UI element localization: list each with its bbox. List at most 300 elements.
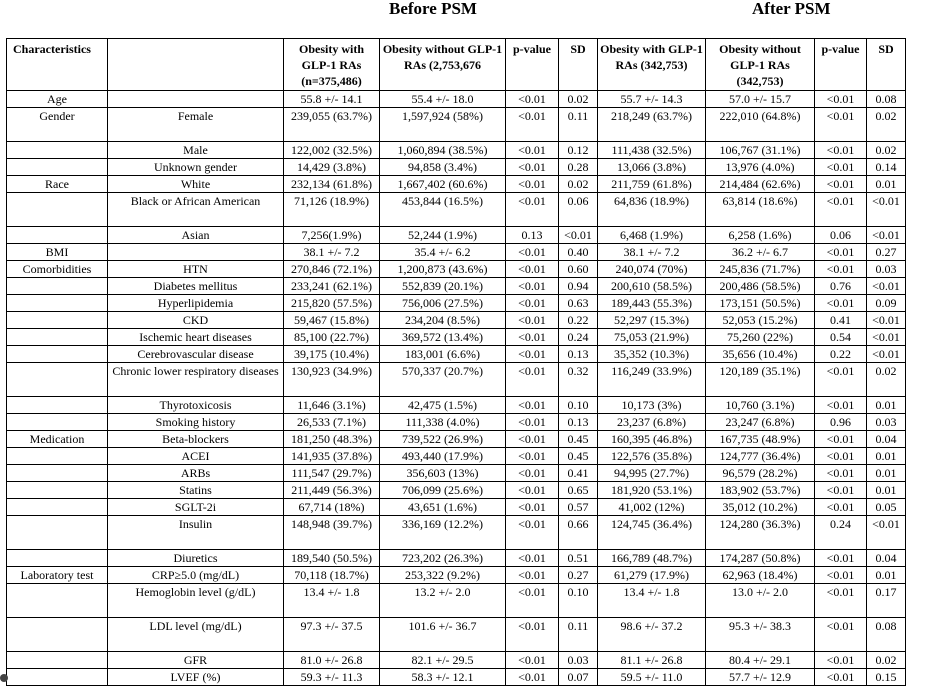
table-row (7, 244, 906, 261)
column-header: SD (867, 39, 906, 91)
cell-subcategory: LVEF (%) (108, 669, 284, 686)
cell-subcategory: Diuretics (108, 550, 284, 567)
cell-subcategory: White (108, 176, 284, 193)
cell-b-p: <0.01 (506, 618, 559, 652)
cell-b-with: 130,923 (34.9%) (284, 363, 380, 397)
cell-a-with: 35,352 (10.3%) (598, 346, 706, 363)
cell-category (7, 193, 108, 227)
cell-a-without: 124,777 (36.4%) (706, 448, 815, 465)
cell-a-sd: <0.01 (867, 329, 906, 346)
cell-b-with: 26,533 (7.1%) (284, 414, 380, 431)
cell-b-with: 67,714 (18%) (284, 499, 380, 516)
cell-b-p: <0.01 (506, 244, 559, 261)
cell-a-with: 181,920 (53.1%) (598, 482, 706, 499)
cell-a-p: 0.54 (815, 329, 867, 346)
cell-a-sd: 0.01 (867, 567, 906, 584)
cell-a-with: 61,279 (17.9%) (598, 567, 706, 584)
cell-b-with: 97.3 +/- 37.5 (284, 618, 380, 652)
cell-subcategory: Asian (108, 227, 284, 244)
cell-category: Medication (7, 431, 108, 448)
cell-b-p: <0.01 (506, 584, 559, 618)
cell-a-without: 95.3 +/- 38.3 (706, 618, 815, 652)
cell-a-with: 55.7 +/- 14.3 (598, 91, 706, 108)
cell-a-p: 0.24 (815, 516, 867, 550)
table-row (7, 618, 906, 652)
table-row (7, 397, 906, 414)
cell-category (7, 227, 108, 244)
cell-a-sd: 0.08 (867, 618, 906, 652)
table-row (7, 584, 906, 618)
cell-category: Gender (7, 108, 108, 142)
cell-b-without: 111,338 (4.0%) (380, 414, 506, 431)
cell-a-p: <0.01 (815, 193, 867, 227)
cell-a-without: 167,735 (48.9%) (706, 431, 815, 448)
cell-b-without: 1,060,894 (38.5%) (380, 142, 506, 159)
cell-b-sd: 0.66 (559, 516, 598, 550)
cell-b-with: 71,126 (18.9%) (284, 193, 380, 227)
cell-a-with: 23,237 (6.8%) (598, 414, 706, 431)
cell-b-with: 270,846 (72.1%) (284, 261, 380, 278)
cell-category (7, 499, 108, 516)
cell-b-sd: 0.12 (559, 142, 598, 159)
cell-b-sd: 0.27 (559, 567, 598, 584)
cell-subcategory: Beta-blockers (108, 431, 284, 448)
cell-subcategory: ACEI (108, 448, 284, 465)
cell-b-with: 233,241 (62.1%) (284, 278, 380, 295)
cell-category (7, 329, 108, 346)
cell-subcategory: CKD (108, 312, 284, 329)
cell-subcategory: Cerebrovascular disease (108, 346, 284, 363)
cell-subcategory: GFR (108, 652, 284, 669)
cell-b-sd: 0.02 (559, 176, 598, 193)
cell-b-without: 183,001 (6.6%) (380, 346, 506, 363)
cell-a-without: 120,189 (35.1%) (706, 363, 815, 397)
cell-b-with: 38.1 +/- 7.2 (284, 244, 380, 261)
cell-b-p: <0.01 (506, 397, 559, 414)
cell-b-without: 35.4 +/- 6.2 (380, 244, 506, 261)
cell-a-without: 124,280 (36.3%) (706, 516, 815, 550)
table-row (7, 465, 906, 482)
cell-a-with: 211,759 (61.8%) (598, 176, 706, 193)
cell-a-p: 0.22 (815, 346, 867, 363)
cell-b-sd: 0.03 (559, 652, 598, 669)
table-row (7, 295, 906, 312)
cell-b-sd: 0.94 (559, 278, 598, 295)
cell-b-with: 81.0 +/- 26.8 (284, 652, 380, 669)
cell-a-p: 0.96 (815, 414, 867, 431)
cell-b-sd: 0.57 (559, 499, 598, 516)
cell-a-p: 0.06 (815, 227, 867, 244)
cell-a-p: <0.01 (815, 550, 867, 567)
cell-a-without: 214,484 (62.6%) (706, 176, 815, 193)
table-row (7, 363, 906, 397)
cell-a-without: 80.4 +/- 29.1 (706, 652, 815, 669)
cell-subcategory: LDL level (mg/dL) (108, 618, 284, 652)
cell-b-p: <0.01 (506, 295, 559, 312)
before-psm-heading: Before PSM (389, 0, 477, 18)
cell-subcategory: CRP≥5.0 (mg/dL) (108, 567, 284, 584)
cell-a-sd: <0.01 (867, 516, 906, 550)
cell-a-sd: 0.08 (867, 91, 906, 108)
cell-b-sd: 0.65 (559, 482, 598, 499)
cell-b-without: 706,099 (25.6%) (380, 482, 506, 499)
cell-b-sd: 0.22 (559, 312, 598, 329)
cell-a-p: <0.01 (815, 159, 867, 176)
cell-a-sd: 0.15 (867, 669, 906, 686)
cell-subcategory: Insulin (108, 516, 284, 550)
cell-a-p: <0.01 (815, 618, 867, 652)
cell-subcategory: SGLT-2i (108, 499, 284, 516)
cell-b-without: 369,572 (13.4%) (380, 329, 506, 346)
cell-a-p: 0.76 (815, 278, 867, 295)
cell-b-sd: 0.51 (559, 550, 598, 567)
cell-subcategory: Ischemic heart diseases (108, 329, 284, 346)
cell-category (7, 397, 108, 414)
cell-category (7, 159, 108, 176)
cell-b-p: <0.01 (506, 278, 559, 295)
table-row (7, 482, 906, 499)
table-row (7, 567, 906, 584)
cell-a-with: 64,836 (18.9%) (598, 193, 706, 227)
cell-subcategory: Unknown gender (108, 159, 284, 176)
cell-a-p: <0.01 (815, 363, 867, 397)
cell-b-with: 141,935 (37.8%) (284, 448, 380, 465)
cell-category: BMI (7, 244, 108, 261)
cell-category (7, 550, 108, 567)
cell-a-without: 96,579 (28.2%) (706, 465, 815, 482)
table-row (7, 346, 906, 363)
table-row (7, 159, 906, 176)
cell-b-without: 58.3 +/- 12.1 (380, 669, 506, 686)
cell-b-without: 1,597,924 (58%) (380, 108, 506, 142)
cell-a-with: 166,789 (48.7%) (598, 550, 706, 567)
cell-b-p: <0.01 (506, 142, 559, 159)
table-row (7, 278, 906, 295)
cell-category (7, 482, 108, 499)
cell-category (7, 465, 108, 482)
cell-b-sd: 0.32 (559, 363, 598, 397)
cell-b-sd: 0.45 (559, 448, 598, 465)
cell-b-p: <0.01 (506, 363, 559, 397)
cell-b-sd: 0.28 (559, 159, 598, 176)
cell-a-sd: 0.04 (867, 550, 906, 567)
characteristics-table (6, 38, 906, 686)
cell-a-p: <0.01 (815, 499, 867, 516)
cell-subcategory: Male (108, 142, 284, 159)
cell-category: Race (7, 176, 108, 193)
cell-b-with: 215,820 (57.5%) (284, 295, 380, 312)
table-row (7, 550, 906, 567)
cell-a-without: 75,260 (22%) (706, 329, 815, 346)
cell-a-sd: 0.04 (867, 431, 906, 448)
cell-b-without: 453,844 (16.5%) (380, 193, 506, 227)
cell-b-sd: 0.10 (559, 584, 598, 618)
cell-a-without: 62,963 (18.4%) (706, 567, 815, 584)
cell-b-sd: 0.45 (559, 431, 598, 448)
cell-b-with: 7,256(1.9%) (284, 227, 380, 244)
cell-a-p: <0.01 (815, 295, 867, 312)
cell-a-with: 94,995 (27.7%) (598, 465, 706, 482)
cell-a-without: 183,902 (53.7%) (706, 482, 815, 499)
cell-a-sd: <0.01 (867, 278, 906, 295)
cell-a-with: 116,249 (33.9%) (598, 363, 706, 397)
cell-a-sd: 0.01 (867, 465, 906, 482)
cell-a-without: 173,151 (50.5%) (706, 295, 815, 312)
cell-b-p: <0.01 (506, 550, 559, 567)
cell-b-without: 52,244 (1.9%) (380, 227, 506, 244)
cell-a-without: 200,486 (58.5%) (706, 278, 815, 295)
table-row (7, 142, 906, 159)
cell-subcategory: Female (108, 108, 284, 142)
cell-a-p: <0.01 (815, 584, 867, 618)
cell-category: Age (7, 91, 108, 108)
cell-category (7, 312, 108, 329)
cell-b-without: 42,475 (1.5%) (380, 397, 506, 414)
cell-b-p: <0.01 (506, 193, 559, 227)
cell-b-with: 59,467 (15.8%) (284, 312, 380, 329)
cell-b-sd: 0.24 (559, 329, 598, 346)
cell-a-with: 218,249 (63.7%) (598, 108, 706, 142)
cell-b-with: 59.3 +/- 11.3 (284, 669, 380, 686)
cell-subcategory (108, 244, 284, 261)
cell-a-p: <0.01 (815, 431, 867, 448)
cell-b-without: 756,006 (27.5%) (380, 295, 506, 312)
cell-b-with: 181,250 (48.3%) (284, 431, 380, 448)
cell-a-p: <0.01 (815, 448, 867, 465)
cell-a-with: 124,745 (36.4%) (598, 516, 706, 550)
cell-a-with: 122,576 (35.8%) (598, 448, 706, 465)
cell-a-without: 106,767 (31.1%) (706, 142, 815, 159)
cell-category (7, 669, 108, 686)
cell-a-p: <0.01 (815, 244, 867, 261)
cell-b-with: 122,002 (32.5%) (284, 142, 380, 159)
cell-a-with: 6,468 (1.9%) (598, 227, 706, 244)
table-row (7, 516, 906, 550)
cell-a-sd: 0.03 (867, 261, 906, 278)
table-row (7, 261, 906, 278)
cell-category (7, 346, 108, 363)
cell-b-sd: 0.06 (559, 193, 598, 227)
column-header: p-value (506, 39, 559, 91)
cell-category (7, 363, 108, 397)
cell-subcategory: Smoking history (108, 414, 284, 431)
cell-subcategory: Statins (108, 482, 284, 499)
cell-b-without: 101.6 +/- 36.7 (380, 618, 506, 652)
cell-category (7, 295, 108, 312)
cell-b-p: <0.01 (506, 108, 559, 142)
cell-b-without: 55.4 +/- 18.0 (380, 91, 506, 108)
cell-a-sd: 0.02 (867, 142, 906, 159)
cell-a-sd: 0.05 (867, 499, 906, 516)
cell-b-p: <0.01 (506, 176, 559, 193)
cell-b-with: 55.8 +/- 14.1 (284, 91, 380, 108)
cell-a-sd: 0.09 (867, 295, 906, 312)
cell-b-p: <0.01 (506, 669, 559, 686)
cell-subcategory (108, 91, 284, 108)
cell-b-p: <0.01 (506, 346, 559, 363)
cell-a-with: 38.1 +/- 7.2 (598, 244, 706, 261)
cell-b-p: <0.01 (506, 499, 559, 516)
cell-b-p: <0.01 (506, 567, 559, 584)
column-header: Obesity without GLP-1 RAs (2,753,676 (380, 39, 506, 91)
column-header: p-value (815, 39, 867, 91)
cell-b-sd: 0.02 (559, 91, 598, 108)
cell-a-without: 36.2 +/- 6.7 (706, 244, 815, 261)
cell-b-with: 13.4 +/- 1.8 (284, 584, 380, 618)
cell-a-p: <0.01 (815, 567, 867, 584)
cell-a-sd: <0.01 (867, 312, 906, 329)
cell-subcategory: Hemoglobin level (g/dL) (108, 584, 284, 618)
cell-a-without: 222,010 (64.8%) (706, 108, 815, 142)
cell-category (7, 652, 108, 669)
cell-a-p: <0.01 (815, 91, 867, 108)
table-row (7, 652, 906, 669)
cell-a-without: 35,012 (10.2%) (706, 499, 815, 516)
cell-b-p: <0.01 (506, 91, 559, 108)
cell-subcategory: Chronic lower respiratory diseases (108, 363, 284, 397)
cell-a-without: 23,247 (6.8%) (706, 414, 815, 431)
cell-a-without: 245,836 (71.7%) (706, 261, 815, 278)
cell-b-with: 211,449 (56.3%) (284, 482, 380, 499)
cell-category (7, 448, 108, 465)
cell-a-p: <0.01 (815, 482, 867, 499)
cell-b-without: 336,169 (12.2%) (380, 516, 506, 550)
cell-a-sd: <0.01 (867, 346, 906, 363)
cell-b-p: <0.01 (506, 482, 559, 499)
cell-b-without: 723,202 (26.3%) (380, 550, 506, 567)
cell-b-sd: 0.11 (559, 108, 598, 142)
table-row (7, 312, 906, 329)
column-header: Obesity with GLP-1 RAs (342,753) (598, 39, 706, 91)
cell-a-sd: 0.17 (867, 584, 906, 618)
cell-a-without: 57.7 +/- 12.9 (706, 669, 815, 686)
cell-a-with: 81.1 +/- 26.8 (598, 652, 706, 669)
cell-b-sd: 0.13 (559, 414, 598, 431)
cell-b-without: 253,322 (9.2%) (380, 567, 506, 584)
cell-a-with: 13,066 (3.8%) (598, 159, 706, 176)
cell-b-p: <0.01 (506, 312, 559, 329)
cell-a-sd: <0.01 (867, 193, 906, 227)
after-psm-heading: After PSM (752, 0, 831, 18)
table-row (7, 448, 906, 465)
cell-a-with: 200,610 (58.5%) (598, 278, 706, 295)
table-row (7, 193, 906, 227)
cell-a-without: 13,976 (4.0%) (706, 159, 815, 176)
table-row (7, 227, 906, 244)
cell-a-without: 57.0 +/- 15.7 (706, 91, 815, 108)
cell-a-without: 10,760 (3.1%) (706, 397, 815, 414)
cell-a-without: 63,814 (18.6%) (706, 193, 815, 227)
cell-subcategory: ARBs (108, 465, 284, 482)
cell-b-with: 11,646 (3.1%) (284, 397, 380, 414)
cell-a-p: <0.01 (815, 142, 867, 159)
cell-a-sd: 0.01 (867, 448, 906, 465)
cell-b-p: <0.01 (506, 516, 559, 550)
cell-a-with: 240,074 (70%) (598, 261, 706, 278)
cell-a-sd: 0.01 (867, 176, 906, 193)
cell-category (7, 618, 108, 652)
cell-b-with: 148,948 (39.7%) (284, 516, 380, 550)
cell-b-sd: 0.60 (559, 261, 598, 278)
cell-b-without: 94,858 (3.4%) (380, 159, 506, 176)
cell-subcategory: Hyperlipidemia (108, 295, 284, 312)
cell-a-without: 6,258 (1.6%) (706, 227, 815, 244)
column-header: Obesity without GLP-1 RAs (342,753) (706, 39, 815, 91)
cell-subcategory: Thyrotoxicosis (108, 397, 284, 414)
cell-a-p: <0.01 (815, 397, 867, 414)
cell-a-without: 13.0 +/- 2.0 (706, 584, 815, 618)
cell-a-with: 189,443 (55.3%) (598, 295, 706, 312)
cell-a-with: 41,002 (12%) (598, 499, 706, 516)
cell-category (7, 516, 108, 550)
table-header-row (7, 39, 906, 91)
cell-b-with: 189,540 (50.5%) (284, 550, 380, 567)
cell-a-p: <0.01 (815, 669, 867, 686)
cell-b-sd: 0.07 (559, 669, 598, 686)
cell-a-without: 174,287 (50.8%) (706, 550, 815, 567)
table-row (7, 499, 906, 516)
cell-b-sd: <0.01 (559, 227, 598, 244)
cell-a-sd: 0.02 (867, 652, 906, 669)
cell-subcategory: Black or African American (108, 193, 284, 227)
column-header: SD (559, 39, 598, 91)
cell-b-with: 111,547 (29.7%) (284, 465, 380, 482)
cell-a-p: <0.01 (815, 261, 867, 278)
cell-b-sd: 0.63 (559, 295, 598, 312)
table-row (7, 414, 906, 431)
cell-b-p: <0.01 (506, 261, 559, 278)
cell-b-p: <0.01 (506, 448, 559, 465)
cell-b-sd: 0.10 (559, 397, 598, 414)
cell-a-without: 52,053 (15.2%) (706, 312, 815, 329)
cell-b-sd: 0.40 (559, 244, 598, 261)
cell-b-with: 14,429 (3.8%) (284, 159, 380, 176)
cell-b-sd: 0.13 (559, 346, 598, 363)
cell-a-sd: 0.01 (867, 397, 906, 414)
cell-a-with: 13.4 +/- 1.8 (598, 584, 706, 618)
table-row (7, 431, 906, 448)
cell-category: Laboratory test (7, 567, 108, 584)
cell-a-sd: 0.02 (867, 108, 906, 142)
cell-b-without: 1,667,402 (60.6%) (380, 176, 506, 193)
cell-b-p: <0.01 (506, 329, 559, 346)
table-row (7, 669, 906, 686)
cell-category: Comorbidities (7, 261, 108, 278)
cell-a-sd: 0.27 (867, 244, 906, 261)
cell-b-without: 552,839 (20.1%) (380, 278, 506, 295)
table-row (7, 329, 906, 346)
cell-a-with: 52,297 (15.3%) (598, 312, 706, 329)
cell-a-sd: <0.01 (867, 227, 906, 244)
cell-a-with: 111,438 (32.5%) (598, 142, 706, 159)
cell-b-p: 0.13 (506, 227, 559, 244)
cell-category (7, 414, 108, 431)
cell-b-sd: 0.41 (559, 465, 598, 482)
cell-b-p: <0.01 (506, 414, 559, 431)
cell-b-with: 239,055 (63.7%) (284, 108, 380, 142)
cell-b-p: <0.01 (506, 465, 559, 482)
cell-a-p: <0.01 (815, 108, 867, 142)
cell-a-sd: 0.02 (867, 363, 906, 397)
cell-a-p: <0.01 (815, 176, 867, 193)
cell-a-p: <0.01 (815, 652, 867, 669)
cell-b-p: <0.01 (506, 159, 559, 176)
table-row (7, 91, 906, 108)
cell-b-without: 570,337 (20.7%) (380, 363, 506, 397)
column-header: Characteristics (7, 39, 108, 91)
cell-b-without: 1,200,873 (43.6%) (380, 261, 506, 278)
cell-b-without: 356,603 (13%) (380, 465, 506, 482)
